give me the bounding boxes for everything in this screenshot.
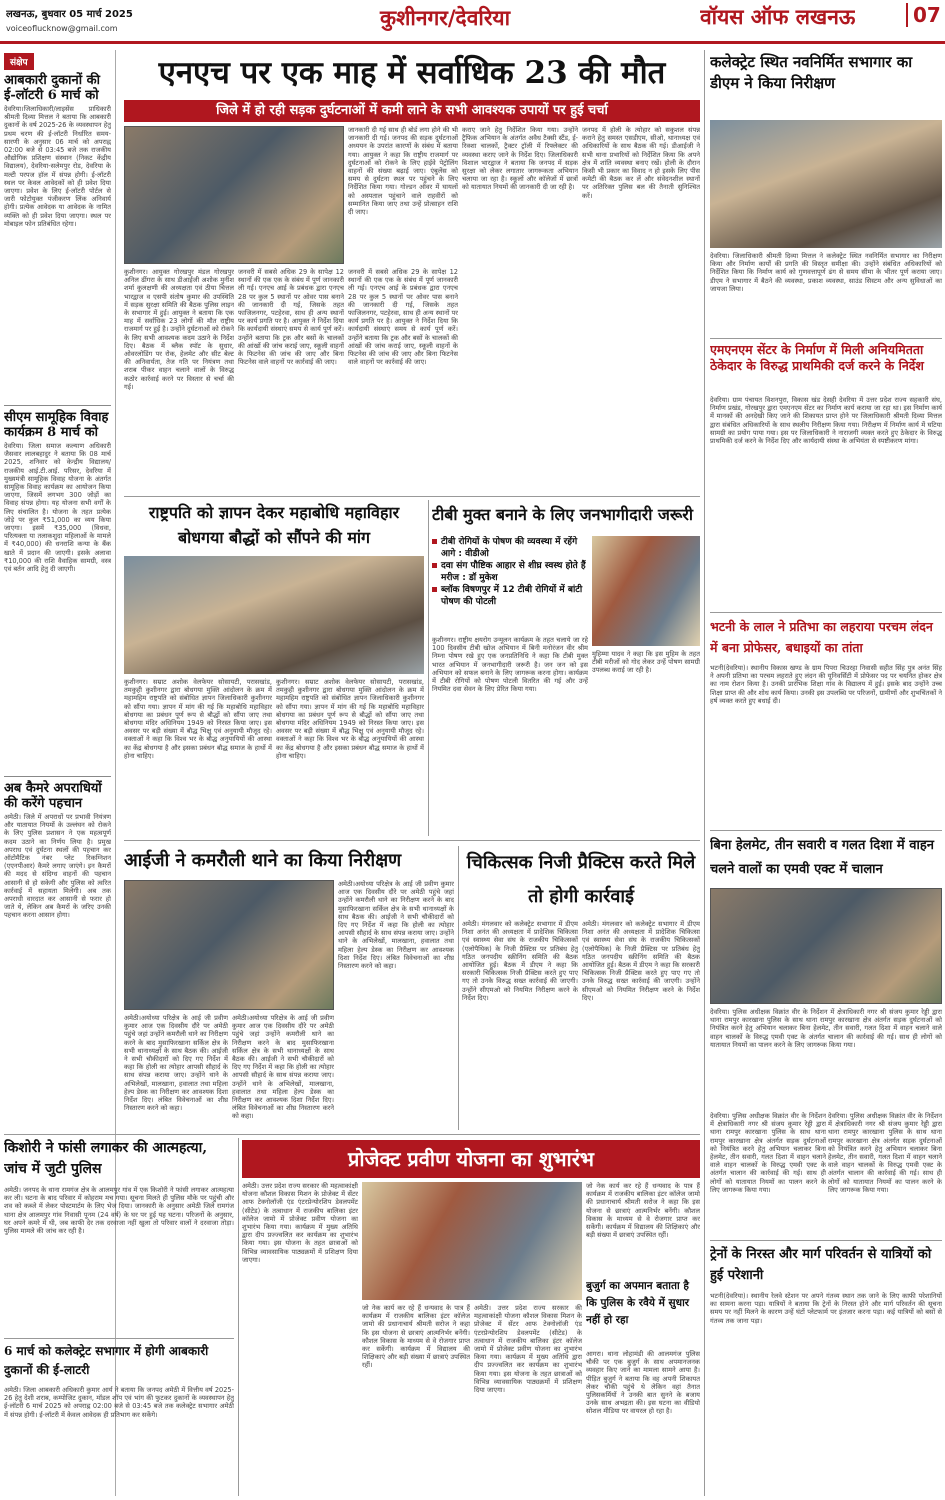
main-body-col2: जनवरी में सबसे अधिक 29 के सापेक्ष 12 स्थानों की एक एक के संबंध में पूर्ण जानकारी ली गई। एनएच आई के प्रबंधक द्वारा एनएच 28 पर कुल 5 स्थानों पर ओवर पास बनाने की जानकारी दी गई, जिसके तहत फाजिलनगर, पटहेरवा, साथ ही अन्य स्थानों पर कार्य प्रगति पर है। आयुक्त ने निर्देश दिया कि कार्यदायी संस्थाएं समय से कार्य पूर्ण करें। उन्होंने बताया कि ट्रक और बसों के चालकों की आंखों की जांच कराई जाए, स्कूली वाहनों के फिटनेस की जांच की जाए और बिना फिटनेस वाले वाहनों पर कार्रवाई की जाए। <box>238 268 344 367</box>
email: voiceoflucknow@gmail.com <box>6 24 118 33</box>
bhatni-body: भटनी(देवरिया)। स्थानीय विकास खण्ड के ग्राम पिपरा चिउरहा निवासी सहीत सिंह पुत्र अनंत सिंह ने अपनी प्रतिभा का परचम लहराते हुए लंदन की यूनिवर्सिटी में प्रोफेसर पद पर चयनित होकर क्षेत्र का नाम रोशन किया है। उनकी प्रारंभिक शिक्षा गांव के विद्यालय में हुई। इसके बाद उन्होंने उच्च शिक्षा प्राप्त की और शोध कार्य किया। उनकी इस उपलब्धि पर परिजनों, ग्रामीणों और शुभचिंतकों ने हर्ष व्यक्त करते हुए बधाई दी। <box>710 664 942 705</box>
main-body-col1: कुशीनगर। आयुक्त गोरखपुर मंडल गोरखपुर अनिल ढींगरा के साथ डीआईजी अशोक मुनीश शर्मा कुलक्षणी की अध्यक्षता एवं ठीया चित्तल भारद्वाज व एसपी संतोष कुमार की उपस्थिति में सड़क सुरक्षा समिति की बैठक पुलिस लाइन के सभागार में हुई। आयुक्त ने बताया कि एक माह में सर्वाधिक 23 लोगों की मौत राष्ट्रीय राजमार्ग पर हुई है। उन्होंने दुर्घटनाओं को रोकने के लिए सभी आवश्यक कदम उठाने के निर्देश दिए। बैठक में ब्लैक स्पॉट के सुधार, ओवरलोडिंग पर रोक, हेलमेट और सीट बेल्ट की अनिवार्यता, तेज गति पर नियंत्रण तथा शराब पीकर वाहन चलाने वालों के विरुद्ध कठोर कार्रवाई करने पर विस्तार से चर्चा की गई। <box>124 268 234 391</box>
brief-2-body: देवरिया। जिला समाज कल्याण अधिकारी जैसवार लालबहादुर ने बताया कि 08 मार्च 2025, शनिवार को केन्द्रीय विद्यालय/राजकीय आई.टी.आई. परिसर, देवरिया में मुख्यमंत्री सामूहिक विवाह योजना के अंतर्गत सामूहिक विवाह कार्यक्रम का आयोजन किया जाएगा, जिसमें लगभग 300 जोड़ों का विवाह संपन्न होगा। यह योजना सभी वर्गों के लिए संचालित है। योजना के तहत प्रत्येक जोड़े पर कुल ₹51,000 का व्यय किया जाएगा। इसमें ₹35,000 (विधवा, परित्यक्ता या तलाकशुदा महिलाओं के मामले में ₹40,000) की धनराशि कन्या के बैंक खाते में प्रदान की जाएगी। इसके अलावा ₹10,000 की राशि वैवाहिक सामग्री, वस्त्र एवं बर्तन आदि हेतु दी जाएगी। <box>4 442 111 574</box>
msme-headline: एमएनएम सेंटर के निर्माण में मिली अनियमितता ठेकेदार के विरुद्ध प्राथमिकी दर्ज करने के निर्देश <box>710 342 924 373</box>
region-title: कुशीनगर/देवरिया <box>379 5 511 30</box>
bhatni-headline: भटनी के लाल ने प्रतिभा का लहराया परचम लंदन में बना प्रोफेसर, बधाइयों का तांता <box>710 619 933 655</box>
tb-headline: टीबी मुक्त बनाने के लिए जनभागीदारी जरूरी <box>432 505 693 524</box>
praveen-photo <box>362 1182 582 1300</box>
buddha-photo <box>124 556 424 674</box>
helmet-body: देवरिया। पुलिस अधीक्षक विक्रांत वीर के निर्देशन में क्षेत्राधिकारी नगर श्री संजय कुमार रेड्डी द्वारा थाना रामपुर कारखाना पुलिस के साथ थाना रामपुर कारखाना क्षेत्र अंतर्गत सड़क दुर्घटनाओं को नियंत्रित करने हेतु अभियान चलाकर बिना हेलमेट, तीन सवारी, गलत दिशा में वाहन चलाने वाले वाहन चालकों के विरुद्ध एमवी एक्ट के अंतर्गत चालान की कार्रवाई की गई। साथ ही लोगों को यातायात नियमों का पालन करने के लिए जागरूक किया गया। <box>710 1008 942 1049</box>
elder-headline: बुजुर्ग का अपमान बताता है कि पुलिस के रवैये में सुधार नहीं हो रहा <box>586 1280 690 1326</box>
tb-highlight: दवा संग पौष्टिक आहार से शीघ्र स्वस्थ होते हैं मरीज : डॉ मुकेश <box>432 560 588 584</box>
collectorate-headline: कलेक्ट्रेट स्थित नवनिर्मित सभागार का डीएम ने किया निरीक्षण <box>710 53 913 92</box>
tb-body: कुशीनगर। राष्ट्रीय क्षयरोग उन्मूलन कार्यक्रम के तहत चलाये जा रहे 100 दिवसीय टीबी खोज अभियान में बिनी मनोरंजन वीर श्रीम निम्ना पोषण रखे हुए एक जनप्रतिनिधि ने कहा कि टीबी मुक्त भारत अभियान में जनभागीदारी जरूरी है। जन जन को इस अभियान को सफल बनाने के लिए जागरूक करना होगा। कार्यक्रम में टीबी रोगियों को पोषण पोटली वितरित की गई और उन्हें नियमित दवा सेवन के लिए प्रेरित किया गया। <box>432 636 588 694</box>
helmet-photo <box>710 888 942 1004</box>
brief-3-body: अमेठी। जिले में अपराधों पर प्रभावी नियंत्रण और यातायात नियमों के उल्लंघन को रोकने के लिए पुलिस प्रशासन ने एक महत्वपूर्ण कदम उठाने का निर्णय लिया है। प्रमुख अपराध एवं दुर्घटना स्थलों की पहचान कर ऑटोमैटिक नंबर प्लेट रिकग्निशन (एएनपीआर) कैमरे लगाए जाएंगे। इन कैमरों की मदद से संदिग्ध वाहनों की पहचान आसानी से हो सकेगी और पुलिस को त्वरित कार्रवाई में सहायता मिलेगी। अब तक अपराधी वारदात कर आसानी से फरार हो जाते थे, लेकिन अब कैमरों के जरिए उनकी पहचान करना आसान होगा। <box>4 813 111 920</box>
tb-body-2: मुहिम्मा यादव ने कहा कि इस मुहिम के तहत टीबी मरीजों को गोद लेकर उन्हें पोषण सामग्री उपलब्ध कराई जा रही है। <box>592 650 700 675</box>
praveen-headline: प्रोजेक्ट प्रवीण योजना का शुभारंभ <box>242 1140 700 1178</box>
praveen-body-2: जो नेक कार्य कर रहे हैं धन्यवाद के पात्र हैं कार्यक्रम में राजकीय बालिका इंटर कॉलेज जामो की प्रधानाचार्य श्रीमती सरोज ने कहा कि इस योजना से छात्राएं आत्मनिर्भर बनेंगी। कौशल विकास के माध्यम से वे रोजगार प्राप्त कर सकेंगी। कार्यक्रम में विद्यालय की शिक्षिकाएं और बड़ी संख्या में छात्राएं उपस्थित रहीं। <box>362 1304 470 1370</box>
trains-headline: ट्रेनों के निरस्त और मार्ग परिवर्तन से यात्रियों को हुई परेशानी <box>710 1247 932 1283</box>
ig-headline: आईजी ने कमरौली थाने का किया निरीक्षण <box>124 850 402 871</box>
tb-highlights <box>432 536 588 632</box>
lottery-headline: 6 मार्च को कलेक्ट्रेट सभागार में होगी आबकारी दुकानों की ई-लाटरी <box>4 1344 209 1377</box>
buddha-body-2: कुशीनगर। सम्राट अशोक वेलफेयर सोसायटी, परासखांड, तमकुही कुशीनगर द्वारा बोधगया मुक्ति आंदोलन के क्रम में महामहिम राष्ट्रपति को संबोधित ज्ञापन जिलाधिकारी कुशीनगर को सौंपा गया। ज्ञापन में मांग की गई कि महाबोधि महाविहार बोधगया का प्रबंधन पूर्ण रूप से बौद्धों को सौंपा जाए तथा बोधगया मंदिर अधिनियम 1949 को निरस्त किया जाए। इस अवसर पर बड़ी संख्या में बौद्ध भिक्षु एवं अनुयायी मौजूद रहे। वक्ताओं ने कहा कि विश्व भर के बौद्ध अनुयायियों की आस्था का केंद्र बोधगया है और इसका प्रबंधन बौद्ध समाज के हाथों में होना चाहिए। <box>276 678 424 760</box>
brief-2-headline: सीएम सामूहिक विवाह कार्यक्रम 8 मार्च को <box>4 410 109 440</box>
clinic-body-2: अमेठी। मंगलवार को कलेक्ट्रेट सभागार में डीएम निशा अनंत की अध्यक्षता में प्रादेशिक चिकित्सा एवं स्वास्थ्य सेवा संघ के राजकीय चिकित्सकों (एलोपैथिक) के निजी प्रैक्टिस पर प्रतिबंध हेतु गठित जनपदीय स्क्रीनिंग समिति की बैठक आयोजित हुई। बैठक में डीएम ने कहा कि सरकारी चिकित्सक निजी प्रैक्टिस करते हुए पाए गए तो उनके विरुद्ध सख्त कार्रवाई की जाएगी। उन्होंने सीएमओ को नियमित निरीक्षण करने के निर्देश दिए। <box>582 920 700 1002</box>
praveen-body-3: अमेठी। उत्तर प्रदेश राज्य सरकार की महत्वाकांक्षी योजना कौशल विकास मिशन के प्रोजेक्ट में सेंटर आफ टेक्नोलॉजी एंड एंटरप्रेन्योरशिप डेवलपमेंट (सीटेड) के तत्वाधान में राजकीय बालिका इंटर कॉलेज जामो में प्रोजेक्ट प्रवीण योजना का शुभारंभ किया गया। कार्यक्रम में मुख्य अतिथि द्वारा दीप प्रज्ज्वलित कर कार्यक्रम का शुभारंभ किया गया। इस योजना के तहत छात्राओं को विभिन्न व्यावसायिक पाठ्यक्रमों में प्रशिक्षण दिया जाएगा। <box>474 1304 582 1395</box>
msme-body: देवरिया। ग्राम पंचायत विशनपुरा, विकास खंड देसही देवरिया में उत्तर प्रदेश राज्य सहकारी संघ, निर्माण प्रखंड, गोरखपुर द्वारा एमएनएम सेंटर का निर्माण कार्य कराया जा रहा था। इस निर्माण कार्य में मानकों की अनदेखी किए जाने की शिकायत प्राप्त होने पर जिलाधिकारी श्रीमती दिव्या मित्तल द्वारा संबंधित अधिकारियों के साथ स्थलीय निरीक्षण किया गया। निरीक्षण में निर्माण कार्य में घटिया सामग्री का प्रयोग पाया गया। इस पर जिलाधिकारी ने नाराजगी व्यक्त करते हुए ठेकेदार के विरुद्ध प्राथमिकी दर्ज करने के निर्देश दिए और कार्यदायी संस्था के अभियंता से स्पष्टीकरण मांगा। <box>710 396 942 446</box>
page-number: 07 <box>906 3 941 27</box>
clinic-headline: चिकित्सक निजी प्रैक्टिस करते मिले तो होगी कार्रवाई <box>466 852 696 907</box>
buddha-body-1: कुशीनगर। सम्राट अशोक वेलफेयर सोसायटी, परासखांड, तमकुही कुशीनगर द्वारा बोधगया मुक्ति आंदोलन के क्रम में महामहिम राष्ट्रपति को संबोधित ज्ञापन जिलाधिकारी कुशीनगर को सौंपा गया। ज्ञापन में मांग की गई कि महाबोधि महाविहार बोधगया का प्रबंधन पूर्ण रूप से बौद्धों को सौंपा जाए तथा बोधगया मंदिर अधिनियम 1949 को निरस्त किया जाए। इस अवसर पर बड़ी संख्या में बौद्ध भिक्षु एवं अनुयायी मौजूद रहे। वक्ताओं ने कहा कि विश्व भर के बौद्ध अनुयायियों की आस्था का केंद्र बोधगया है और इसका प्रबंधन बौद्ध समाज के हाथों में होना चाहिए। <box>124 678 272 760</box>
praveen-body-4: जो नेक कार्य कर रहे हैं धन्यवाद के पात्र हैं कार्यक्रम में राजकीय बालिका इंटर कॉलेज जामो की प्रधानाचार्य श्रीमती सरोज ने कहा कि इस योजना से छात्राएं आत्मनिर्भर बनेंगी। कौशल विकास के माध्यम से वे रोजगार प्राप्त कर सकेंगी। कार्यक्रम में विद्यालय की शिक्षिकाएं और बड़ी संख्या में छात्राएं उपस्थित रहीं। <box>586 1182 700 1240</box>
elder-body: आगरा। थाना लोहामंडी की आलमगंज पुलिस चौकी पर एक बुजुर्ग के साथ अपमानजनक व्यवहार किए जाने का मामला सामने आया है। पीड़ित बुजुर्ग ने बताया कि वह अपनी शिकायत लेकर चौकी पहुंचे थे लेकिन वहां तैनात पुलिसकर्मियों ने उनकी बात सुनने के बजाय उनके साथ अभद्रता की। इस घटना का वीडियो सोशल मीडिया पर वायरल हो रहा है। <box>586 1350 700 1416</box>
main-body-col4: कराए जाने हेतु निर्देशित किया गया। उन्होंने ट्रैफिक अभियान के अंतर्गत अवैध टैक्सी स्टैंड, ई-रिक्शा चालकों, ट्रैक्टर ट्रॉली में रिफ्लेक्टर की व्यवस्था कराए जाने के निर्देश दिए। जिलाधिकारी विशाल भारद्वाज ने बताया कि जनपद में सड़क सुरक्षा को लेकर लगातार जागरूकता अभियान चलाया जा रहा है। स्कूलों और कॉलेजों में छात्रों को यातायात नियमों की जानकारी दी जा रही है। <box>462 126 578 192</box>
kishori-headline: किशोरी ने फांसी लगाकर की आत्महत्या, जांच में जुटी पुलिस <box>4 1140 208 1177</box>
ig-body-3: अमेठी।अयोध्या परिक्षेत्र के आई जी प्रवीण कुमार आज एक दिवसीय दौरे पर अमेठी पहुंचे जहां उन्होंने कमरौली थाने का निरीक्षण करने के बाद मुसाफिरखाना सर्किल क्षेत्र के सभी थानाध्यक्षों के साथ बैठक की। आईजी ने सभी चौकीदारों को दिए गए निर्देश में कहा कि होली का त्योहार आपसी सौहार्द के साथ संपन्न कराया जाए। उन्होंने थाने के अभिलेखों, मालखाना, हवालात तथा महिला हेल्प डेस्क का निरीक्षण कर आवश्यक दिशा निर्देश दिए। लंबित विवेचनाओं का शीघ्र निस्तारण करने को कहा। <box>232 1014 334 1121</box>
tb-photo <box>592 536 700 646</box>
ig-body-1: अमेठी।अयोध्या परिक्षेत्र के आई जी प्रवीण कुमार आज एक दिवसीय दौरे पर अमेठी पहुंचे जहां उन्होंने कमरौली थाने का निरीक्षण करने के बाद मुसाफिरखाना सर्किल क्षेत्र के सभी थानाध्यक्षों के साथ बैठक की। आईजी ने सभी चौकीदारों को दिए गए निर्देश में कहा कि होली का त्योहार आपसी सौहार्द के साथ संपन्न कराया जाए। उन्होंने थाने के अभिलेखों, मालखाना, हवालात तथा महिला हेल्प डेस्क का निरीक्षण कर आवश्यक दिशा निर्देश दिए। लंबित विवेचनाओं का शीघ्र निस्तारण करने को कहा। <box>338 880 454 971</box>
brief-1-body: देवरिया।जिलाधिकारी/लाइसेंस प्राधिकारी श्रीमती दिव्या मित्तल ने बताया कि आबकारी दुकानों के वर्ष 2025-26 के व्यवस्थापन हेतु प्रथम चरण की ई-लॉटरी निर्धारित समय-सारणी के अनुसार 06 मार्च को अपराह्न 02:00 बजे से 03:45 बजे तक राजकीय औद्योगिक प्रशिक्षण संस्थान (निकट केंद्रीय विद्यालय), देवरिया-सलेमपुर रोड, देवरिया के मल्टी परपज हॉल में संपन्न होगी। ई-लॉटरी स्थल पर केवल आवेदकों को ही प्रवेश दिया जाएगा। प्रवेश के लिए ई-लॉटरी पोर्टल से जारी फोटोयुक्त पंजीकरण लिंक अनिवार्य होगी। प्रत्येक आवेदक या आवेदक के नामित व्यक्ति को ही प्रवेश दिया जाएगा। स्थल पर मोबाइल फोन प्रतिबंधित रहेगा। <box>4 105 111 228</box>
tb-highlight: ब्लॉक विषणपुर में 12 टीबी रोगियों में बांटी पोषण की पोटली <box>432 584 588 608</box>
ig-body-2: अमेठी।अयोध्या परिक्षेत्र के आई जी प्रवीण कुमार आज एक दिवसीय दौरे पर अमेठी पहुंचे जहां उन्होंने कमरौली थाने का निरीक्षण करने के बाद मुसाफिरखाना सर्किल क्षेत्र के सभी थानाध्यक्षों के साथ बैठक की। आईजी ने सभी चौकीदारों को दिए गए निर्देश में कहा कि होली का त्योहार आपसी सौहार्द के साथ संपन्न कराया जाए। उन्होंने थाने के अभिलेखों, मालखाना, हवालात तथा महिला हेल्प डेस्क का निरीक्षण कर आवश्यक दिशा निर्देश दिए। लंबित विवेचनाओं का शीघ्र निस्तारण करने को कहा। <box>124 1014 228 1113</box>
brief-3-headline: अब कैमरे अपराधियों की करेंगे पहचान <box>4 781 102 811</box>
tb-highlight: टीबी रोगियों के पोषण की व्यवस्था में रहेंगे आगे : वीडीओ <box>432 536 588 560</box>
briefs-label: संक्षेप <box>4 53 34 70</box>
collectorate-body: देवरिया। जिलाधिकारी श्रीमती दिव्या मित्तल ने कलेक्ट्रेट स्थित नवनिर्मित सभागार का निरीक्षण किया और निर्माण कार्यों की प्रगति की विस्तृत समीक्षा की। उन्होंने संबंधित अधिकारियों को निर्देशित किया कि निर्माण कार्य को गुणवत्तापूर्ण ढंग से समय सीमा के भीतर पूर्ण कराया जाए। डीएम ने सभागार में बैठने की व्यवस्था, प्रकाश व्यवस्था, साउंड सिस्टम और अन्य सुविधाओं का जायजा लिया। <box>710 252 942 293</box>
ig-photo <box>124 880 334 1010</box>
helmet-body-3: देवरिया। पुलिस अधीक्षक विक्रांत वीर के निर्देशन में क्षेत्राधिकारी नगर श्री संजय कुमार रेड्डी द्वारा थाना रामपुर कारखाना पुलिस के साथ थाना रामपुर कारखाना क्षेत्र अंतर्गत सड़क दुर्घटनाओं को नियंत्रित करने हेतु अभियान चलाकर बिना हेलमेट, तीन सवारी, गलत दिशा में वाहन चलाने वाले वाहन चालकों के विरुद्ध एमवी एक्ट के अंतर्गत चालान की कार्रवाई की गई। साथ ही लोगों को यातायात नियमों का पालन करने के लिए जागरूक किया गया। <box>828 1112 942 1194</box>
main-body-col5: जनपद में होली के त्योहार को सकुशल संपन्न कराने हेतु समस्त एसडीएम, सीओ, थानाध्यक्ष एवं अधिकारियों के साथ बैठक की गई। डीआईजी ने सभी थाना प्रभारियों को निर्देशित किया कि अपने क्षेत्र में शांति व्यवस्था बनाए रखें। होली के दौरान किसी भी प्रकार का विवाद न हो इसके लिए पीस कमेटी की बैठक कर लें और संवेदनशील स्थानों पर अतिरिक्त पुलिस बल की तैनाती सुनिश्चित करें। <box>582 126 700 200</box>
kishori-body: अमेठी। जनपद के थाना रामगंज क्षेत्र के आलमपुर गांव में एक किशोरी ने फांसी लगाकर आत्महत्या कर ली। घटना के बाद परिवार में कोहराम मच गया। सूचना मिलते ही पुलिस मौके पर पहुंची और शव को कब्जे में लेकर पोस्टमार्टम के लिए भेज दिया। जानकारी के अनुसार अमेठी जिले रामगंज थाना क्षेत्र आलमपुर गांव निवासी पूनम (24 वर्ष) के घर पर हुई यह घटना। परिजनों के अनुसार, घर अपने कमरे में थी, जब काफी देर तक दरवाजा नहीं खुला तो परिवार वालों ने दरवाजा तोड़ा। पुलिस मामले की जांच कर रही है। <box>4 1186 234 1236</box>
meeting-photo <box>124 126 344 264</box>
clinic-body-1: अमेठी। मंगलवार को कलेक्ट्रेट सभागार में डीएम निशा अनंत की अध्यक्षता में प्रादेशिक चिकित्सा एवं स्वास्थ्य सेवा संघ के राजकीय चिकित्सकों (एलोपैथिक) के निजी प्रैक्टिस पर प्रतिबंध हेतु गठित जनपदीय स्क्रीनिंग समिति की बैठक आयोजित हुई। बैठक में डीएम ने कहा कि सरकारी चिकित्सक निजी प्रैक्टिस करते हुए पाए गए तो उनके विरुद्ध सख्त कार्रवाई की जाएगी। उन्होंने सीएमओ को नियमित निरीक्षण करने के निर्देश दिए। <box>462 920 578 1002</box>
issue-date: लखनऊ, बुधवार 05 मार्च 2025 <box>6 9 133 20</box>
main-body-top: जानकारी दी गई साथ ही बोर्ड लगा होने की भी जानकारी दी गई। जनपद की सड़क दुर्घटनाओं अध्ययन के उपरांत कारणों के संबंध में बताया गया। आयुक्त ने कहा कि राष्ट्रीय राजमार्ग पर दुर्घटनाओं को रोकने के लिए हाईवे पेट्रोलिंग वाहनों की संख्या बढ़ाई जाए। एंबुलेंस को समय से दुर्घटना स्थल पर पहुंचने के लिए निर्देशित किया गया। गोल्डन ऑवर में घायलों को अस्पताल पहुंचाने वाले राहवीरों को सम्मानित किया जाए तथा उन्हें प्रोत्साहन राशि दी जाए। <box>348 126 458 217</box>
main-subheadline: जिले में हो रही सड़क दुर्घटनाओं में कमी लाने के सभी आवश्यक उपायों पर हुई चर्चा <box>124 100 700 122</box>
main-headline: एनएच पर एक माह में सर्वाधिक 23 की मौत <box>158 55 666 91</box>
buddha-headline: राष्ट्रपति को ज्ञापन देकर महाबोधि महाविहार बोधगया बौद्धों को सौंपने की मांग <box>148 503 400 547</box>
lottery-body: अमेठी। जिला आबकारी अधिकारी कुमार आर्य ने बताया कि जनपद अमेठी में वित्तीय वर्ष 2025-26 हेतु देशी शराब, कम्पोजिट दुकान, मॉडल शॉप एवं भांग की फुटकर दुकानों के व्यवस्थापन हेतु ई-लॉटरी 6 मार्च 2025 को अपराह्न 02:00 बजे से 03:45 बजे तक कलेक्ट्रेट सभागार अमेठी में संपन्न होगी। ई-लॉटरी में केवल आवेदक ही प्रतिभाग कर सकेंगे। <box>4 1386 234 1419</box>
brief-1-headline: आबकारी दुकानों की ई-लॉटरी 6 मार्च को <box>4 73 100 103</box>
main-body-col3: जनवरी में सबसे अधिक 29 के सापेक्ष 12 स्थानों की एक एक के संबंध में पूर्ण जानकारी ली गई। एनएच आई के प्रबंधक द्वारा एनएच 28 पर कुल 5 स्थानों पर ओवर पास बनाने की जानकारी दी गई, जिसके तहत फाजिलनगर, पटहेरवा, साथ ही अन्य स्थानों पर कार्य प्रगति पर है। आयुक्त ने निर्देश दिया कि कार्यदायी संस्थाएं समय से कार्य पूर्ण करें। उन्होंने बताया कि ट्रक और बसों के चालकों की आंखों की जांच कराई जाए, स्कूली वाहनों के फिटनेस की जांच की जाए और बिना फिटनेस वाले वाहनों पर कार्रवाई की जाए। <box>348 268 458 367</box>
trains-body: भटनी(देवरिया)। स्थानीय रेलवे स्टेशन पर अपने गंतव्य स्थान तक जाने के लिए काफी परेशानियों का सामना करना पड़ा। यात्रियों ने बताया कि ट्रेनों के निरस्त होने और मार्ग परिवर्तन की सूचना समय पर नहीं मिलने के कारण उन्हें घंटों प्लेटफार्म पर इंतजार करना पड़ा। कई यात्रियों को बसों से गंतव्य तक जाना पड़ा। <box>710 1292 942 1325</box>
praveen-body-1: अमेठी। उत्तर प्रदेश राज्य सरकार की महत्वाकांक्षी योजना कौशल विकास मिशन के प्रोजेक्ट में सेंटर आफ टेक्नोलॉजी एंड एंटरप्रेन्योरशिप डेवलपमेंट (सीटेड) के तत्वाधान में राजकीय बालिका इंटर कॉलेज जामो में प्रोजेक्ट प्रवीण योजना का शुभारंभ किया गया। कार्यक्रम में मुख्य अतिथि द्वारा दीप प्रज्ज्वलित कर कार्यक्रम का शुभारंभ किया गया। इस योजना के तहत छात्राओं को विभिन्न व्यावसायिक पाठ्यक्रमों में प्रशिक्षण दिया जाएगा। <box>242 1182 358 1264</box>
newspaper-brand: वॉयस ऑफ लखनऊ <box>700 4 856 29</box>
helmet-body-2: देवरिया। पुलिस अधीक्षक विक्रांत वीर के निर्देशन में क्षेत्राधिकारी नगर श्री संजय कुमार रेड्डी द्वारा थाना रामपुर कारखाना पुलिस के साथ थाना रामपुर कारखाना क्षेत्र अंतर्गत सड़क दुर्घटनाओं को नियंत्रित करने हेतु अभियान चलाकर बिना हेलमेट, तीन सवारी, गलत दिशा में वाहन चलाने वाले वाहन चालकों के विरुद्ध एमवी एक्ट के अंतर्गत चालान की कार्रवाई की गई। साथ ही लोगों को यातायात नियमों का पालन करने के लिए जागरूक किया गया। <box>710 1112 826 1194</box>
helmet-headline: बिना हेलमेट, तीन सवारी व गलत दिशा में वाहन चलने वालों का एमवी एक्ट में चालान <box>710 838 934 877</box>
collectorate-photo <box>710 120 942 248</box>
